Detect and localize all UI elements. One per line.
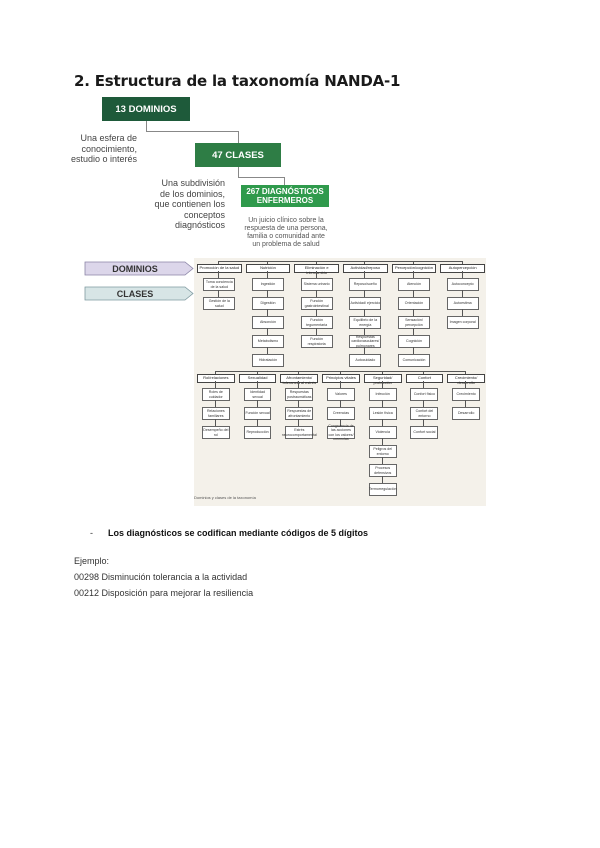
domain-header: Seguridad/ protección [364, 374, 402, 383]
class-box: Función tegumentaria [301, 316, 333, 329]
connector [238, 167, 239, 177]
class-connector [462, 309, 463, 316]
clases-description: Una subdivisión de los dominios, que contienen los conceptos diagnósticos [154, 178, 225, 230]
class-connector [382, 419, 383, 426]
class-box: Congruencia de las acciones con los valores/ creencias [328, 424, 354, 441]
page-title: 2. Estructura de la taxonomía NANDA-1 [74, 72, 401, 90]
example-line-2: 00212 Disposición para mejorar la resiliencia [74, 588, 254, 598]
class-connector [423, 400, 424, 407]
domain-header: Confort [406, 374, 444, 383]
class-connector [215, 419, 216, 426]
class-box: Respuestas postraumáticas [285, 388, 313, 401]
class-connector [413, 309, 414, 316]
domain-header: Crecimiento/ desarrollo [447, 374, 485, 383]
class-connector [215, 400, 216, 407]
class-connector [298, 419, 299, 426]
domain-header: Percepción/cognición [392, 264, 437, 273]
class-connector [413, 271, 414, 278]
class-connector [267, 309, 268, 316]
domain-header: Afrontamiento/ tolerancia al estrés [280, 374, 318, 383]
class-box: Peligros del entorno [369, 445, 397, 458]
class-connector [218, 271, 219, 278]
domain-header: Sexualidad [239, 374, 277, 383]
class-box: Identidad sexual [244, 388, 272, 401]
class-connector [382, 438, 383, 445]
class-connector [382, 476, 383, 483]
class-box: Infección [369, 388, 397, 401]
class-connector [316, 271, 317, 278]
class-connector [413, 290, 414, 297]
class-connector [382, 457, 383, 464]
class-connector [364, 328, 365, 335]
domain-header: Principios vitales [322, 374, 360, 383]
class-connector [257, 400, 258, 407]
bullet-dash: - [90, 528, 93, 538]
class-connector [267, 290, 268, 297]
class-box: Reposo/sueño [349, 278, 381, 291]
class-box: Confort físico [410, 388, 438, 401]
class-connector [462, 290, 463, 297]
class-box: Toma conciencia de la salud [203, 278, 235, 291]
connector [238, 131, 239, 143]
clases-box: 47 CLASES [195, 143, 281, 167]
class-box: Función respiratoria [301, 335, 333, 348]
class-box: Procesos defensivos [369, 464, 397, 477]
class-box: Equilibrio de la energía [349, 316, 381, 329]
class-box: Valores [327, 388, 355, 401]
class-box: Lesión física [369, 407, 397, 420]
clases-label: CLASES [116, 288, 154, 299]
class-connector [462, 271, 463, 278]
connector [238, 177, 284, 178]
class-box: Relaciones familiares [202, 407, 230, 420]
class-connector [364, 309, 365, 316]
class-connector [316, 328, 317, 335]
class-connector [382, 400, 383, 407]
class-box: Orientación [398, 297, 430, 310]
class-box: Estrés neurocomportamental [285, 426, 313, 439]
class-box: Sensación/ percepción [398, 316, 430, 329]
dominios-label: DOMINIOS [112, 263, 158, 274]
class-connector [423, 381, 424, 388]
class-box: Función gastrointestinal [301, 297, 333, 310]
class-box: Respuestas de afrontamiento [285, 407, 313, 420]
class-box: Reproducción [244, 426, 272, 439]
domain-header: Promoción de la salud [197, 264, 242, 273]
class-connector [465, 381, 466, 388]
class-box: Ingestión [252, 278, 284, 291]
domain-header: Eliminación e intercambio [294, 264, 339, 273]
domain-header: Nutrición [246, 264, 291, 273]
class-connector [364, 347, 365, 354]
class-box: Gestión de la salud [203, 297, 235, 310]
class-box: Creencias [327, 407, 355, 420]
class-box: Respuestas cardiovasculares/ pulmonares [349, 335, 381, 348]
class-box: Absorción [252, 316, 284, 329]
class-connector [257, 419, 258, 426]
class-connector [267, 347, 268, 354]
diagnosticos-box: 267 DIAGNÓSTICOS ENFERMEROS [241, 185, 329, 207]
class-connector [382, 381, 383, 388]
class-connector [340, 381, 341, 388]
class-connector [267, 271, 268, 278]
class-connector [340, 400, 341, 407]
connector [146, 121, 147, 131]
class-connector [364, 290, 365, 297]
class-box: Sistema urinario [301, 278, 333, 291]
class-box: Autoconcepto [447, 278, 479, 291]
class-box: Desarrollo [452, 407, 480, 420]
bullet-item [90, 528, 368, 538]
class-box: Roles de cuidador [202, 388, 230, 401]
class-box: Función sexual [244, 407, 272, 420]
class-connector [316, 309, 317, 316]
class-connector [316, 290, 317, 297]
connector [146, 131, 238, 132]
class-box: Confort del entorno [410, 407, 438, 420]
class-connector [413, 347, 414, 354]
domain-header: Rol/relaciones [197, 374, 235, 383]
domain-connector [218, 261, 461, 262]
taxonomy-chart [194, 258, 486, 506]
class-connector [364, 271, 365, 278]
bullet-text: Los diagnósticos se codifican mediante códigos de 5 dígitos [108, 528, 369, 538]
connector [284, 177, 285, 185]
class-connector [218, 290, 219, 297]
class-box: Imagen corporal [447, 316, 479, 329]
class-box: Crecimiento [452, 388, 480, 401]
dominios-box: 13 DOMINIOS [102, 97, 190, 121]
class-box: Desempeño del rol [202, 426, 230, 439]
class-box: Autoestima [447, 297, 479, 310]
class-box: Actividad/ ejercicio [349, 297, 381, 310]
class-box: Comunicación [398, 354, 430, 367]
class-box: Cognición [398, 335, 430, 348]
class-box: Violencia [369, 426, 397, 439]
class-connector [215, 381, 216, 388]
class-connector [298, 381, 299, 388]
class-box: Confort social [410, 426, 438, 439]
class-connector [465, 400, 466, 407]
class-connector [423, 419, 424, 426]
dominios-description: Una esfera de conocimiento, estudio o interés [70, 133, 137, 164]
domain-header: Actividad/reposo [343, 264, 388, 273]
class-box: Atención [398, 278, 430, 291]
class-box: Digestión [252, 297, 284, 310]
example-label: Ejemplo: [74, 556, 110, 566]
class-box: Termorregulación [369, 483, 397, 496]
class-connector [267, 328, 268, 335]
domain-header: Autopercepción [440, 264, 485, 273]
diagnosticos-description: Un juicio clínico sobre la respuesta de una persona, familia o comunidad ante un problema de salud [244, 217, 328, 248]
example-line-1: 00298 Disminución tolerancia a la actividad [74, 572, 248, 582]
chart-footnote: Dominios y clases de la taxonomía [194, 495, 256, 500]
class-connector [257, 381, 258, 388]
class-box: Autocuidado [349, 354, 381, 367]
class-box: Metabolismo [252, 335, 284, 348]
class-connector [298, 400, 299, 407]
class-connector [413, 328, 414, 335]
class-box: Hidratación [252, 354, 284, 367]
